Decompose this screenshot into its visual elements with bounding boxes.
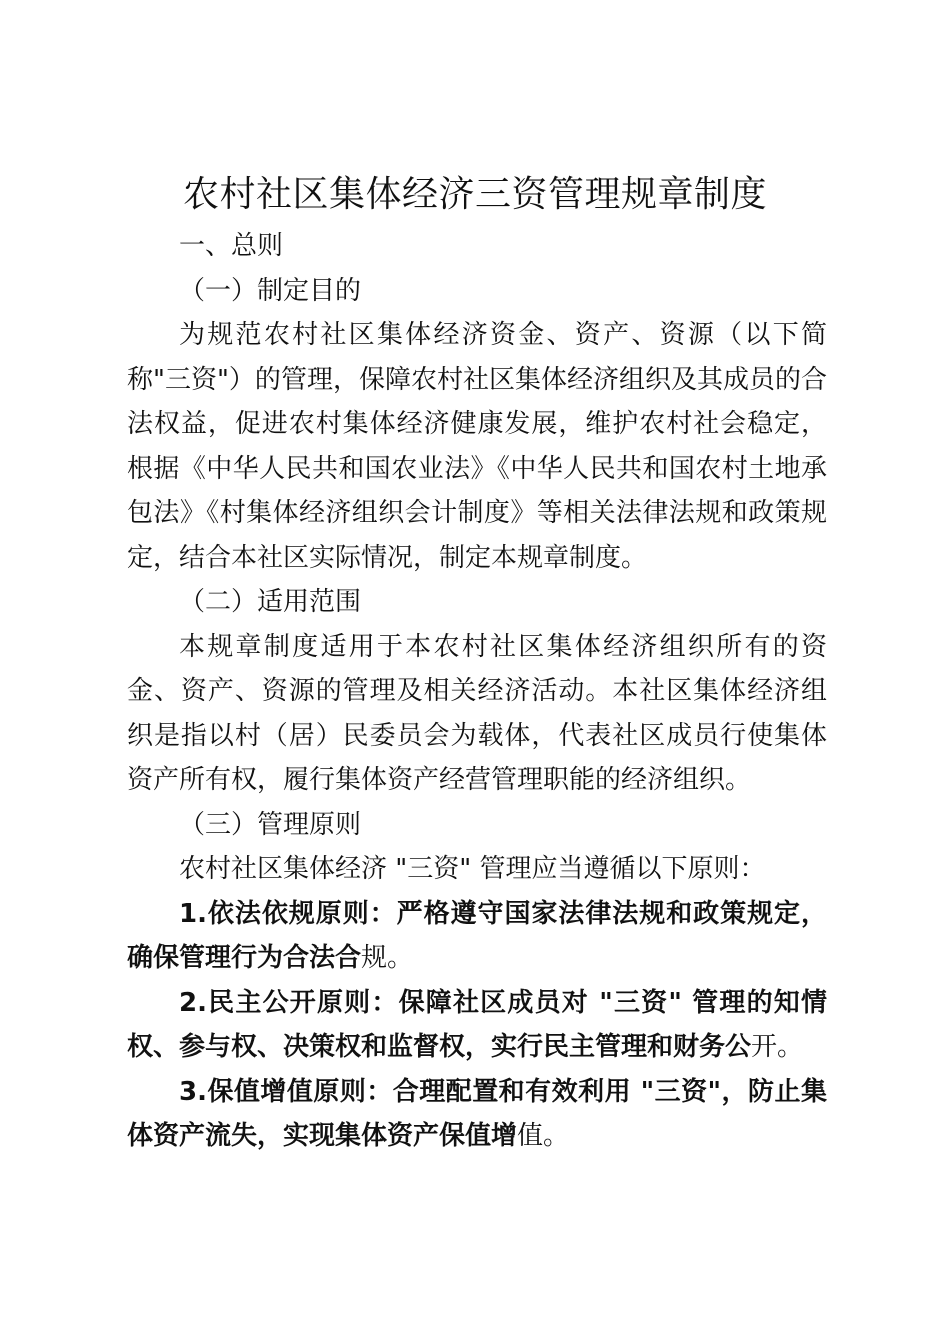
- subheading-scope: （二）适用范围: [179, 587, 362, 617]
- paragraph-purpose: 为规范农村社区集体经济资金、资产、资源（以下简称"三资"）的管理，保障农村社区集体经济组织及其成员的合法权益，促进农村集体经济健康发展，维护农村社会稳定，根据《中华人民共和国农业法》《中华人民共和国农村土地承包法》《村集体经济组织会计制度》等相关法律法规和政策规定，结合本社区实际情况，制定本规章制度。: [127, 320, 827, 573]
- subheading-purpose: （一）制定目的: [179, 275, 362, 306]
- principle-item-3: [127, 1070, 827, 1159]
- paragraph-principles-intro: 农村社区集体经济 "三资" 管理应当遵循以下原则：: [179, 854, 766, 884]
- principle-item-1-tail: 规。: [361, 943, 414, 973]
- principle-item-2: [127, 981, 827, 1070]
- document-title: 农村社区集体经济三资管理规章制度: [182, 174, 767, 215]
- principle-item-1-bold: 1.依法依规原则：严格遵守国家法律法规和政策规定，确保管理行为合法合: [127, 898, 827, 973]
- subheading-principles: （三）管理原则: [179, 809, 362, 840]
- principle-item-3-tail: 值。: [517, 1121, 570, 1151]
- paragraph-scope: 本规章制度适用于本农村社区集体经济组织所有的资金、资产、资源的管理及相关经济活动。本社区集体经济组织是指以村（居）民委员会为载体，代表社区成员行使集体资产所有权，履行集体资产经营管理职能的经济组织。: [127, 631, 827, 795]
- section-heading-general: 一、总则: [179, 231, 284, 261]
- document-body: [127, 224, 827, 1159]
- principle-item-2-tail: 开。: [751, 1032, 804, 1062]
- principle-item-2-bold: 2.民主公开原则：保障社区成员对 "三资" 管理的知情权、参与权、决策权和监督权，实行民主管理和财务公: [127, 987, 827, 1062]
- principle-item-1: [127, 892, 827, 981]
- principle-item-3-bold: 3.保值增值原则：合理配置和有效利用 "三资"，防止集体资产流失，实现集体资产保值增: [127, 1076, 827, 1151]
